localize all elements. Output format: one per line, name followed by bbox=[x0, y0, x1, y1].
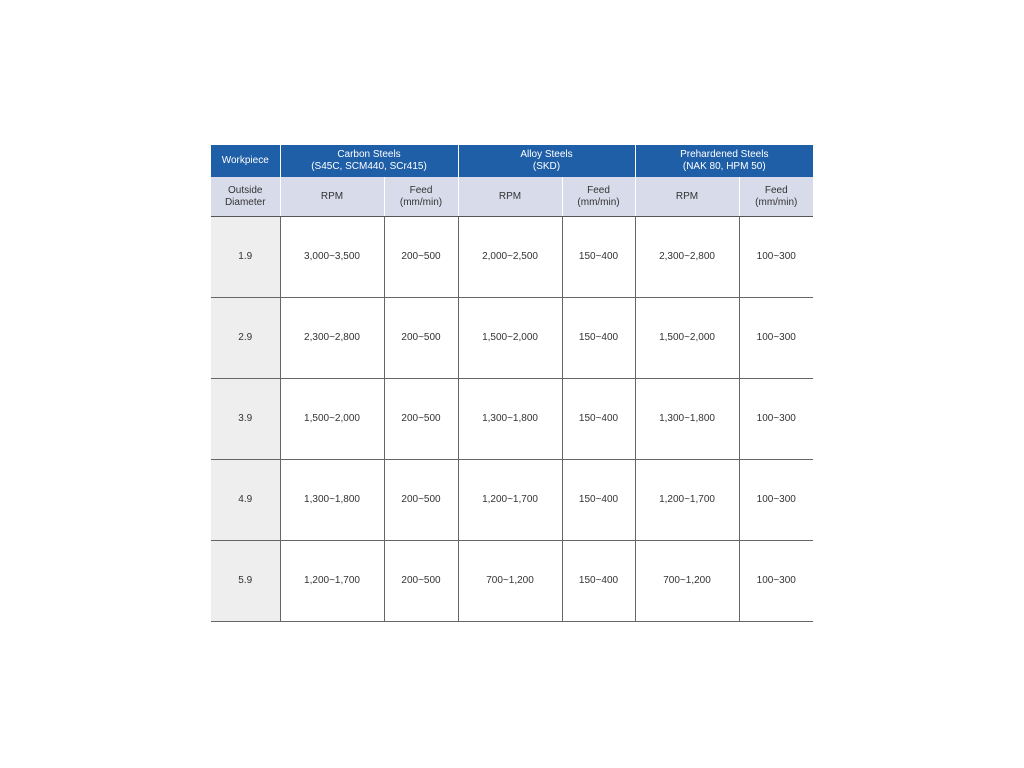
alloy-feed-cell: 150~400 bbox=[562, 217, 635, 298]
alloy-rpm-header: RPM bbox=[458, 177, 562, 217]
prehardened-rpm-cell: 1,500~2,000 bbox=[635, 298, 739, 379]
outside-diameter-header: Outside Diameter bbox=[211, 177, 280, 217]
alloy-feed-cell: 150~400 bbox=[562, 298, 635, 379]
alloy-feed-cell: 150~400 bbox=[562, 541, 635, 622]
carbon-feed-cell: 200~500 bbox=[384, 379, 458, 460]
prehardened-rpm-cell: 1,300~1,800 bbox=[635, 379, 739, 460]
header-row bbox=[211, 145, 813, 177]
prehardened-feed-header: Feed (mm/min) bbox=[739, 177, 813, 217]
carbon-rpm-cell: 1,300~1,800 bbox=[280, 460, 384, 541]
alloy-rpm-cell: 1,300~1,800 bbox=[458, 379, 562, 460]
outside-diameter-cell: 3.9 bbox=[211, 379, 280, 460]
subheader-row bbox=[211, 177, 813, 217]
carbon-feed-cell: 200~500 bbox=[384, 541, 458, 622]
carbon-feed-header: Feed (mm/min) bbox=[384, 177, 458, 217]
alloy-rpm-cell: 1,200~1,700 bbox=[458, 460, 562, 541]
workpiece-header: Workpiece bbox=[211, 145, 280, 177]
alloy-rpm-cell: 1,500~2,000 bbox=[458, 298, 562, 379]
carbon-feed-cell: 200~500 bbox=[384, 217, 458, 298]
alloy-steels-header: Alloy Steels (SKD) bbox=[458, 145, 635, 177]
prehardened-feed-cell: 100~300 bbox=[739, 379, 813, 460]
prehardened-feed-cell: 100~300 bbox=[739, 298, 813, 379]
prehardened-steels-header: Prehardened Steels (NAK 80, HPM 50) bbox=[635, 145, 813, 177]
table-row bbox=[211, 379, 813, 460]
prehardened-feed-cell: 100~300 bbox=[739, 217, 813, 298]
table-row bbox=[211, 460, 813, 541]
carbon-rpm-cell: 1,500~2,000 bbox=[280, 379, 384, 460]
carbon-rpm-cell: 1,200~1,700 bbox=[280, 541, 384, 622]
carbon-rpm-cell: 2,300~2,800 bbox=[280, 298, 384, 379]
outside-diameter-cell: 4.9 bbox=[211, 460, 280, 541]
outside-diameter-cell: 1.9 bbox=[211, 217, 280, 298]
prehardened-rpm-cell: 1,200~1,700 bbox=[635, 460, 739, 541]
alloy-feed-header: Feed (mm/min) bbox=[562, 177, 635, 217]
alloy-rpm-cell: 2,000~2,500 bbox=[458, 217, 562, 298]
outside-diameter-cell: 5.9 bbox=[211, 541, 280, 622]
carbon-steels-header: Carbon Steels (S45C, SCM440, SCr415) bbox=[280, 145, 458, 177]
prehardened-rpm-cell: 700~1,200 bbox=[635, 541, 739, 622]
table-row bbox=[211, 298, 813, 379]
carbon-feed-cell: 200~500 bbox=[384, 298, 458, 379]
carbon-rpm-header: RPM bbox=[280, 177, 384, 217]
table-row bbox=[211, 217, 813, 298]
prehardened-feed-cell: 100~300 bbox=[739, 541, 813, 622]
alloy-rpm-cell: 700~1,200 bbox=[458, 541, 562, 622]
table-row bbox=[211, 541, 813, 622]
carbon-feed-cell: 200~500 bbox=[384, 460, 458, 541]
alloy-feed-cell: 150~400 bbox=[562, 460, 635, 541]
prehardened-rpm-cell: 2,300~2,800 bbox=[635, 217, 739, 298]
carbon-rpm-cell: 3,000~3,500 bbox=[280, 217, 384, 298]
prehardened-rpm-header: RPM bbox=[635, 177, 739, 217]
cutting-conditions-table bbox=[211, 145, 813, 622]
prehardened-feed-cell: 100~300 bbox=[739, 460, 813, 541]
alloy-feed-cell: 150~400 bbox=[562, 379, 635, 460]
outside-diameter-cell: 2.9 bbox=[211, 298, 280, 379]
